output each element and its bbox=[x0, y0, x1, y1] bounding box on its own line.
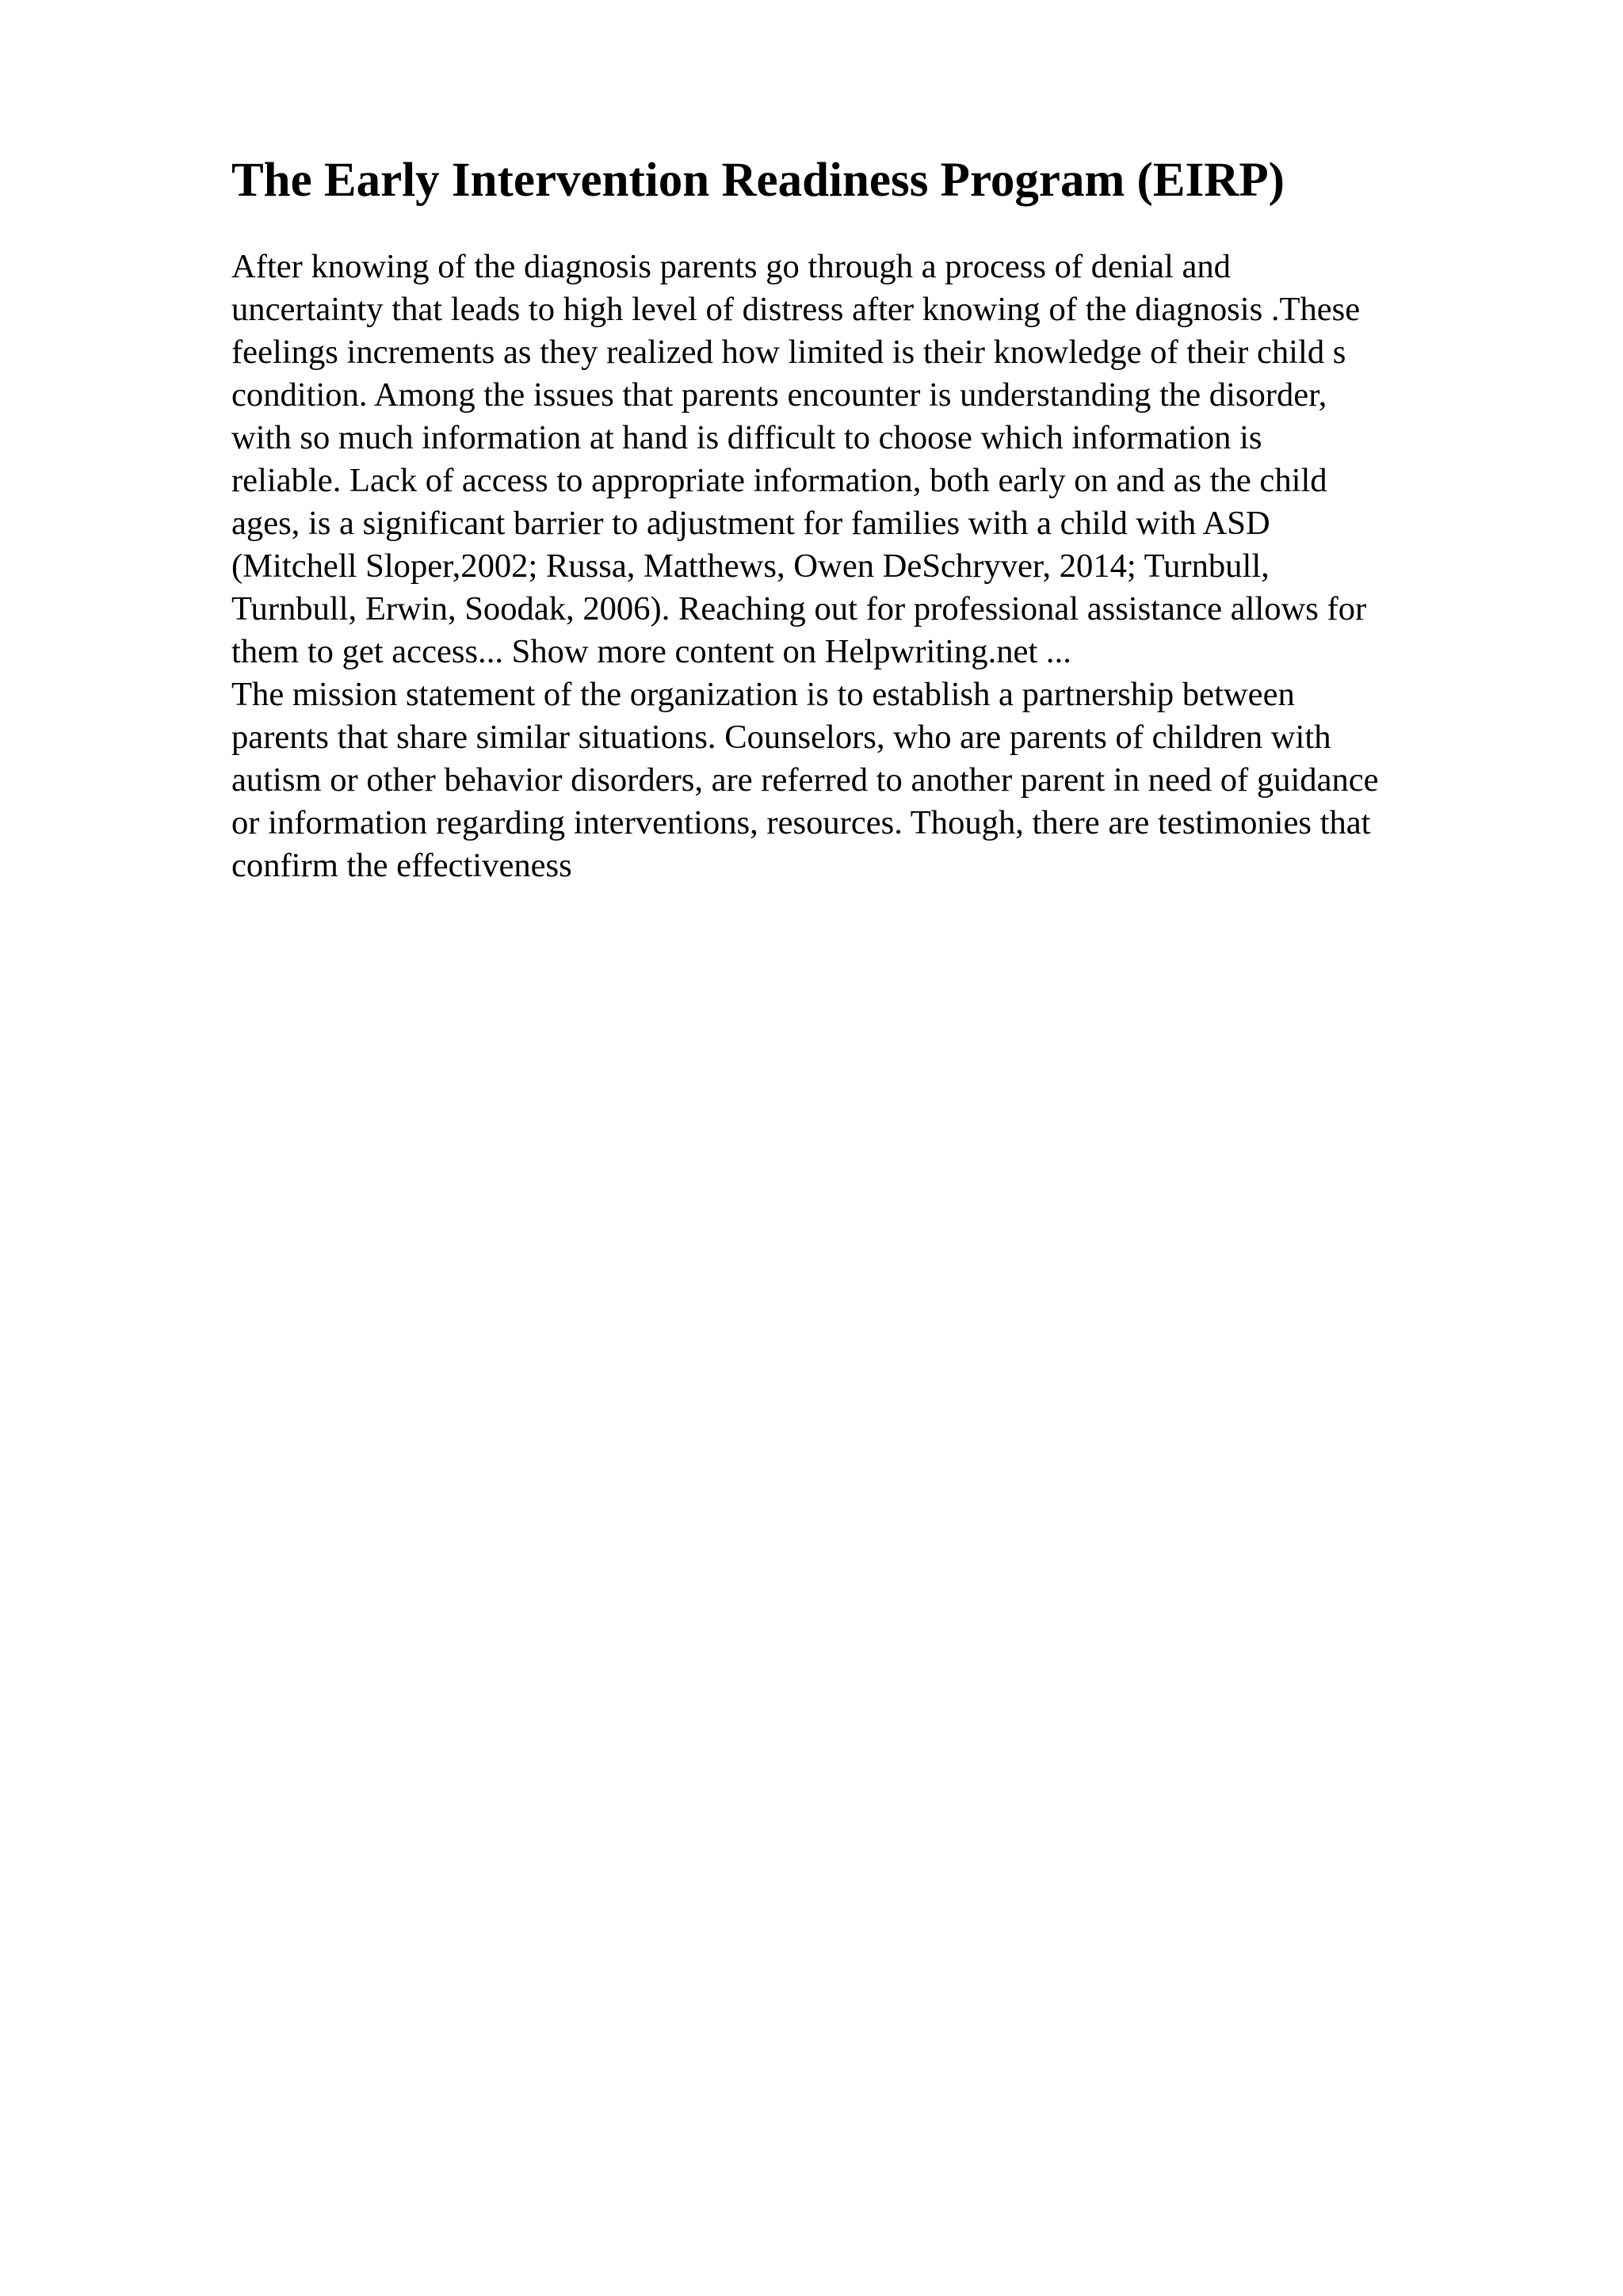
body-line: After knowing of the diagnosis parents go through a process of denial and bbox=[231, 248, 1231, 285]
document-title: The Early Intervention Readiness Program (EIRP) bbox=[231, 154, 1285, 207]
body-line: them to get access... Show more content on Helpwriting.net ... bbox=[231, 633, 1071, 670]
body-line: uncertainty that leads to high level of distress after knowing of the diagnosis .These bbox=[231, 291, 1361, 328]
body-line: or information regarding interventions, resources. Though, there are testimonies that bbox=[231, 804, 1371, 841]
body-line: autism or other behavior disorders, are referred to another parent in need of guidance bbox=[231, 761, 1379, 799]
body-line: condition. Among the issues that parents encounter is understanding the disorder, bbox=[231, 376, 1327, 414]
body-line: parents that share similar situations. Counselors, who are parents of children with bbox=[231, 719, 1331, 756]
body-line: reliable. Lack of access to appropriate information, both early on and as the child bbox=[231, 462, 1327, 499]
body-line: confirm the effectiveness bbox=[231, 847, 572, 884]
document-body bbox=[231, 246, 1531, 887]
body-line: feelings increments as they realized how limited is their knowledge of their child s bbox=[231, 334, 1346, 371]
body-line: with so much information at hand is difficult to choose which information is bbox=[231, 419, 1262, 456]
body-line: Turnbull, Erwin, Soodak, 2006). Reaching out for professional assistance allows for bbox=[231, 590, 1367, 627]
body-line: ages, is a significant barrier to adjustment for families with a child with ASD bbox=[231, 505, 1270, 542]
body-line: The mission statement of the organization is to establish a partnership between bbox=[231, 676, 1295, 713]
body-line: (Mitchell Sloper,2002; Russa, Matthews, Owen DeSchryver, 2014; Turnbull, bbox=[231, 547, 1270, 585]
